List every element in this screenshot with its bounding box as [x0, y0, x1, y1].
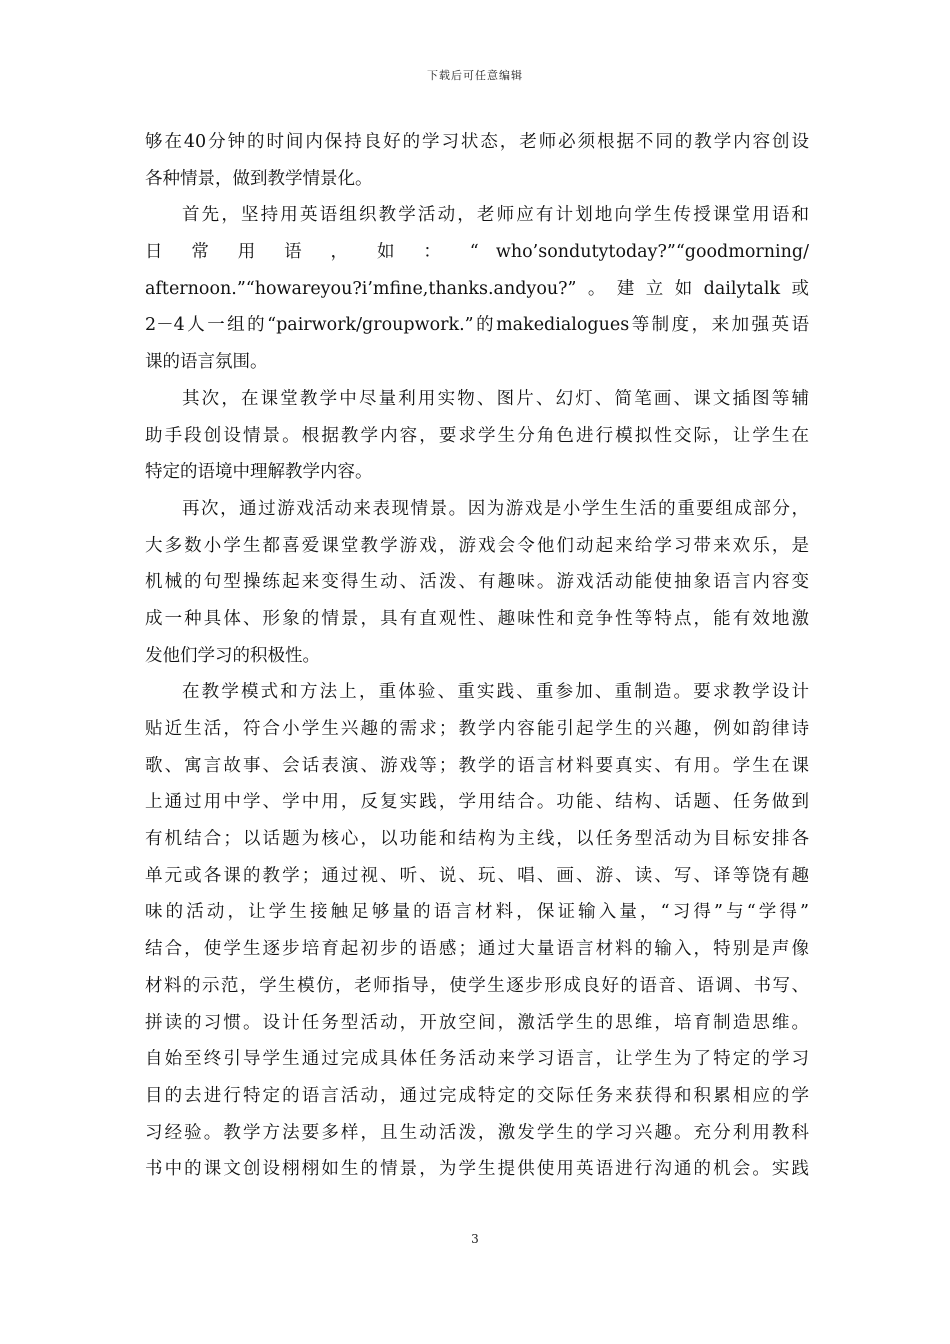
text-line: 日 常 用 语 ， 如 ： “ who’sondutytoday?”“goodmorning/	[145, 242, 809, 263]
text-line: 单元或各课的教学；通过视、听、说、玩、唱、画、游、读、写、译等饶有趣	[145, 865, 809, 886]
page-number: 3	[471, 1232, 479, 1246]
page-header: 下载后可任意编辑	[427, 69, 523, 82]
text-line: 自始至终引导学生通过完成具体任务活动来学习语言，让学生为了特定的学习	[145, 1049, 809, 1070]
paragraph-start-line: 其次，在课堂教学中尽量利用实物、图片、幻灯、简笔画、课文插图等辅	[182, 388, 809, 409]
text-line: 歌、寓言故事、会话表演、游戏等；教学的语言材料要真实、有用。学生在课	[145, 755, 809, 776]
text-line: 成一种具体、形象的情景，具有直观性、趣味性和竞争性等特点，能有效地激	[145, 608, 809, 629]
text-line: 上通过用中学、学中用，反复实践，学用结合。功能、结构、话题、任务做到	[145, 792, 809, 813]
text-line: 有机结合；以话题为核心，以功能和结构为主线，以任务型活动为目标安排各	[145, 829, 809, 850]
text-line: 大多数小学生都喜爱课堂教学游戏，游戏会令他们动起来给学习带来欢乐，是	[145, 535, 809, 556]
text-line: 味的活动，让学生接触足够量的语言材料，保证输入量，“习得”与“学得”	[145, 902, 809, 923]
paragraph-start-line: 再次，通过游戏活动来表现情景。因为游戏是小学生生活的重要组成部分，	[182, 498, 809, 519]
text-line: 课的语言氛围。	[145, 352, 268, 373]
text-line: 发他们学习的积极性。	[145, 645, 320, 666]
text-line: 结合，使学生逐步培育起初步的语感；通过大量语言材料的输入，特别是声像	[145, 939, 809, 960]
text-line: 习经验。教学方法要多样，且生动活泼，激发学生的学习兴趣。充分利用教科	[145, 1122, 809, 1143]
text-line: 特定的语境中理解教学内容。	[145, 462, 373, 483]
text-line: 书中的课文创设栩栩如生的情景，为学生提供使用英语进行沟通的机会。实践	[145, 1159, 809, 1180]
paragraph-start-line: 在教学模式和方法上，重体验、重实践、重参加、重制造。要求教学设计	[182, 682, 809, 703]
text-line: 拼读的习惯。设计任务型活动，开放空间，激活学生的思维，培育制造思维。	[145, 1012, 809, 1033]
text-line: afternoon.”“howareyou?i’mfine,thanks.andyou?”。建立如dailytalk或	[145, 278, 809, 299]
text-line: 够在40分钟的时间内保持良好的学习状态，老师必须根据不同的教学内容创设	[145, 132, 809, 152]
paragraph-start-line: 首先，坚持用英语组织教学活动，老师应有计划地向学生传授课堂用语和	[182, 205, 809, 226]
text-line: 贴近生活，符合小学生兴趣的需求；教学内容能引起学生的兴趣，例如韵律诗	[145, 719, 809, 739]
text-line: 材料的示范，学生模仿，老师指导，使学生逐步形成良好的语音、语调、书写、	[145, 975, 809, 996]
text-line: 2－4人一组的“pairwork/groupwork.”的makedialogues等制度，来加强英语	[145, 315, 809, 336]
text-line: 目的去进行特定的语言活动，通过完成特定的交际任务来获得和积累相应的学	[145, 1085, 809, 1106]
document-body	[145, 124, 809, 1188]
text-line: 助手段创设情景。根据教学内容，要求学生分角色进行模拟性交际，让学生在	[145, 425, 809, 446]
text-line: 各种情景，做到教学情景化。	[145, 168, 373, 189]
text-line: 机械的句型操练起来变得生动、活泼、有趣味。游戏活动能使抽象语言内容变	[145, 572, 809, 593]
